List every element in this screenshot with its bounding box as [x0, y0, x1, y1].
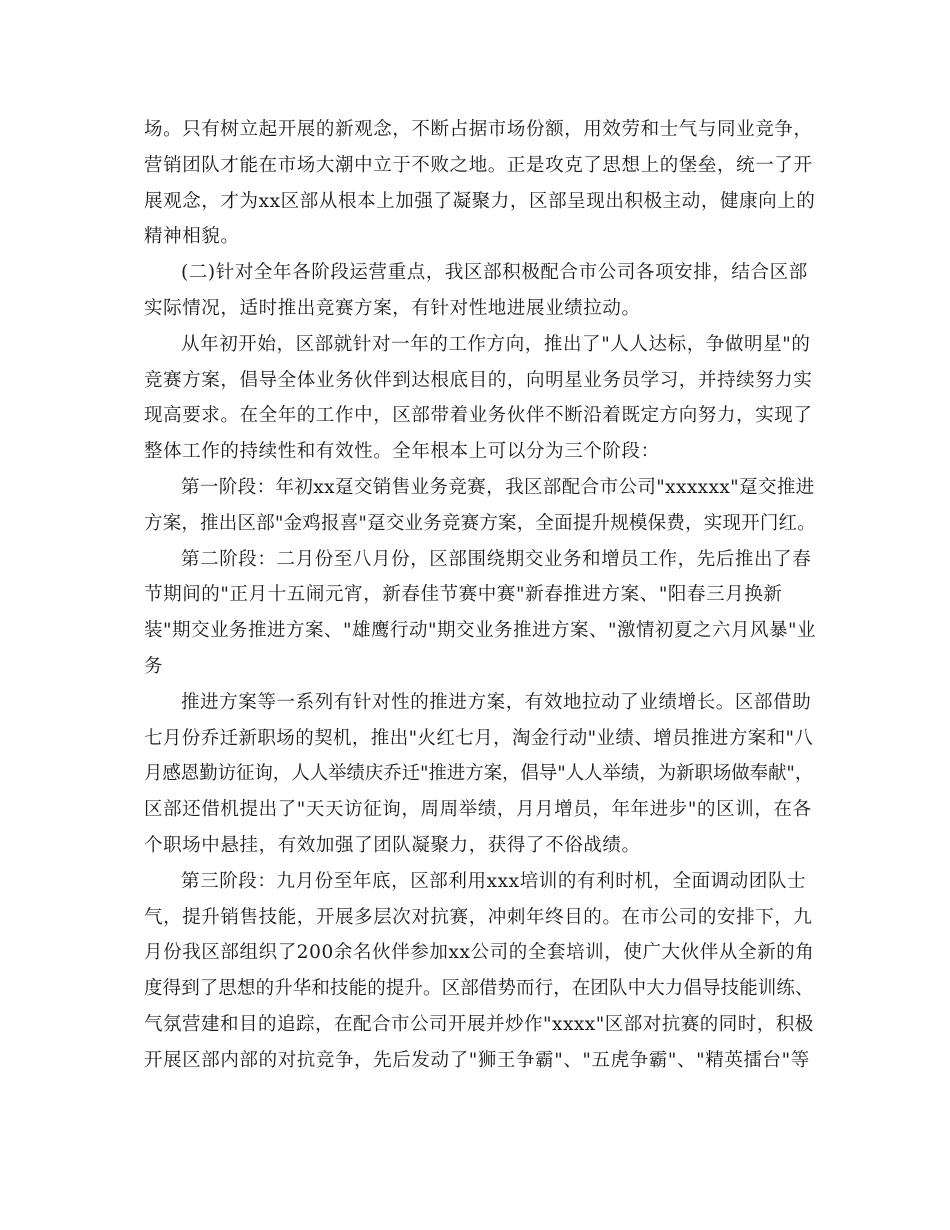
text-line: (二)针对全年各阶段运营重点，我区部积极配合市公司各项安排，结合区部 [181, 262, 808, 284]
text-line: 从年初开始，区部就针对一年的工作方向，推出了"人人达标，争做明星"的 [181, 333, 811, 355]
text-line: 推进方案等一系列有针对性的推进方案，有效地拉动了业绩增长。区部借助 [181, 691, 812, 713]
text-line: 气，提升销售技能，开展多层次对抗赛，冲刺年终目的。在市公司的安排下，九 [144, 906, 813, 928]
text-line: 营销团队才能在市场大潮中立于不败之地。正是攻克了思想上的堡垒，统一了开 [144, 154, 813, 176]
text-line: 第一阶段：年初xx趸交销售业务竞赛，我区部配合市公司"xxxxxx"趸交推进 [181, 476, 815, 498]
text-line: 第三阶段：九月份至年底，区部利用xxx培训的有利时机，全面调动团队士 [181, 870, 807, 892]
text-line: 区部还借机提出了"天天访征询，周周举绩，月月增员，年年进步"的区训，在各 [144, 799, 812, 821]
text-line: 精神相貌。 [144, 226, 240, 248]
text-line: 方案，推出区部"金鸡报喜"趸交业务竞赛方案，全面提升规模保费，实现开门红。 [144, 512, 816, 534]
text-line: 度得到了思想的升华和技能的提升。区部借势而行，在团队中大力倡导技能训练、 [144, 978, 814, 1000]
text-line: 装"期交业务推进方案、"雄鹰行动"期交业务推进方案、"激情初夏之六月风暴"业 [144, 620, 817, 642]
text-line: 节期间的"正月十五闹元宵，新春佳节赛中赛"新春推进方案、"阳春三月换新 [144, 584, 783, 606]
text-line: 月感恩勤访征询，人人举绩庆乔迁"推进方案，倡导"人人举绩，为新职场做奉献"， [144, 763, 814, 785]
text-line: 场。只有树立起开展的新观念，不断占据市场份额，用效劳和士气与同业竞争， [144, 119, 813, 140]
text-line: 现高要求。在全年的工作中，区部带着业务伙伴不断沿着既定方向努力，实现了 [144, 405, 813, 427]
text-line: 开展区部内部的对抗竞争，先后发动了"狮王争霸"、"五虎争霸"、"精英擂台"等 [144, 1049, 810, 1071]
text-line: 务 [144, 655, 164, 677]
document-body [144, 112, 816, 1079]
text-line: 展观念，才为xx区部从根本上加强了凝聚力，区部呈现出积极主动，健康向上的 [144, 190, 816, 212]
text-line: 第二阶段：二月份至八月份，区部围绕期交业务和增员工作，先后推出了春 [181, 548, 812, 570]
text-line: 实际情况，适时推出竞赛方案，有针对性地进展业绩拉动。 [144, 297, 641, 319]
text-line: 竞赛方案，倡导全体业务伙伴到达根底目的，向明星业务员学习，并持续努力实 [144, 369, 813, 391]
text-line: 个职场中悬挂，有效加强了团队凝聚力，获得了不俗战绩。 [144, 834, 641, 856]
text-line: 月份我区部组织了200余名伙伴参加xx公司的全套培训，使广大伙伴从全新的角 [144, 942, 815, 964]
text-line: 气氛营建和目的追踪，在配合市公司开展并炒作"xxxx"区部对抗赛的同时，积极 [144, 1013, 814, 1035]
text-line: 整体工作的持续性和有效性。全年根本上可以分为三个阶段： [144, 441, 660, 463]
text-line: 七月份乔迁新职场的契机，推出"火红七月，淘金行动"业绩、增员推进方案和"八 [144, 727, 814, 749]
